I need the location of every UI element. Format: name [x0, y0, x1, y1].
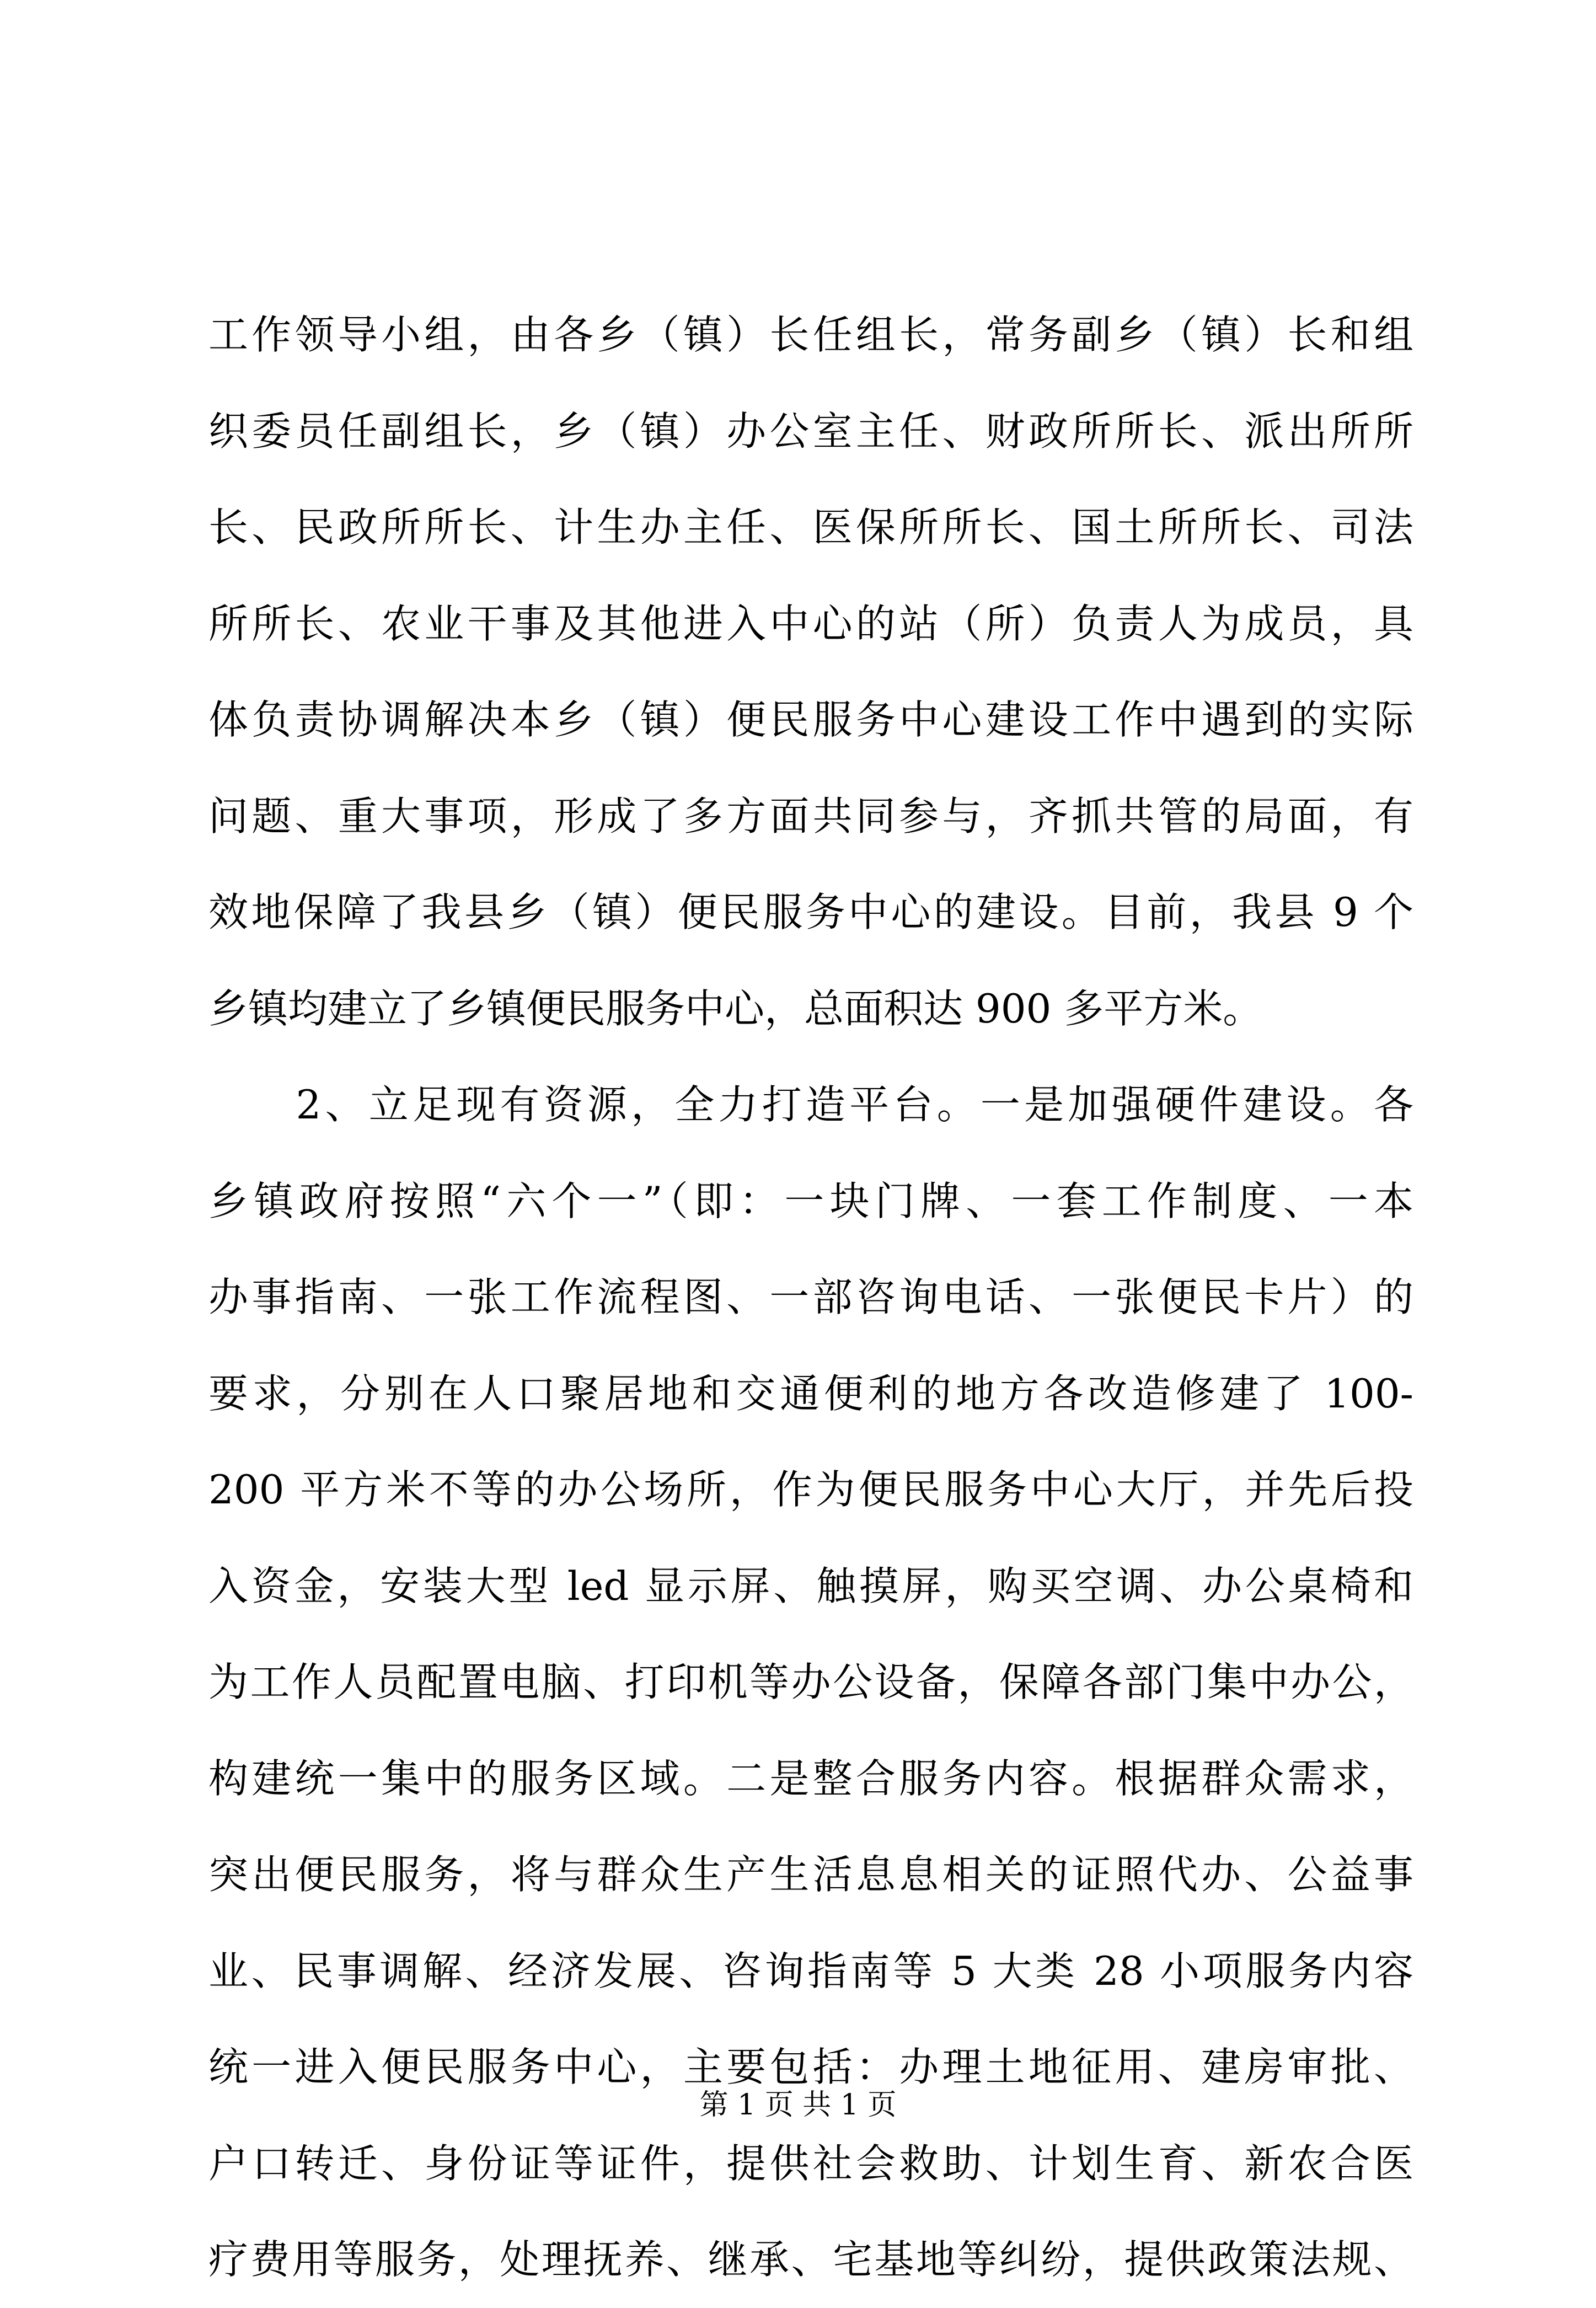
text-line: 织委员任副组长，乡（镇）办公室主任、财政所所长、派出所所 — [208, 408, 1413, 454]
page-number-label: 第 1 页 共 1 页 — [699, 2089, 897, 2122]
text-line: 户口转迁、身份证等证件，提供社会救助、计划生育、新农合医 — [208, 2140, 1413, 2187]
text-line: 体负责协调解决本乡（镇）便民服务中心建设工作中遇到的实际 — [208, 697, 1413, 743]
text-line: 2、立足现有资源，全力打造平台。一是加强硬件建设。各 — [208, 1081, 1413, 1128]
text-line: 长、民政所所长、计生办主任、医保所所长、国土所所长、司法 — [208, 504, 1413, 550]
text-line: 工作领导小组，由各乡（镇）长任组长，常务副乡（镇）长和组 — [208, 312, 1413, 358]
body-text — [208, 287, 1413, 2308]
text-line: 乡镇均建立了乡镇便民服务中心，总面积达 900 多平方米。 — [208, 985, 1263, 1032]
text-line: 乡镇政府按照“六个一”（即：一块门牌、一套工作制度、一本 — [208, 1177, 1413, 1224]
text-line: 所所长、农业干事及其他进入中心的站（所）负责人为成员，具 — [208, 600, 1413, 647]
text-line: 办事指南、一张工作流程图、一部咨询电话、一张便民卡片）的 — [208, 1274, 1413, 1320]
text-line: 要求，分别在人口聚居地和交通便利的地方各改造修建了 100- — [208, 1370, 1413, 1417]
text-line: 构建统一集中的服务区域。二是整合服务内容。根据群众需求， — [208, 1755, 1413, 1802]
text-line: 效地保障了我县乡（镇）便民服务中心的建设。目前，我县 9 个 — [208, 889, 1413, 935]
text-line: 入资金，安装大型 led 显示屏、触摸屏，购买空调、办公桌椅和 — [208, 1562, 1413, 1609]
text-line: 200 平方米不等的办公场所，作为便民服务中心大厅，并先后投 — [208, 1466, 1413, 1513]
text-line: 业、民事调解、经济发展、咨询指南等 5 大类 28 小项服务内容 — [208, 1947, 1413, 1994]
text-line: 统一进入便民服务中心，主要包括：办理土地征用、建房审批、 — [208, 2044, 1413, 2090]
text-line: 突出便民服务，将与群众生产生活息息相关的证照代办、公益事 — [208, 1851, 1413, 1898]
text-line: 疗费用等服务，处理抚养、继承、宅基地等纠纷，提供政策法规、 — [208, 2236, 1413, 2283]
text-line: 为工作人员配置电脑、打印机等办公设备，保障各部门集中办公， — [208, 1659, 1413, 1705]
text-line: 问题、重大事项，形成了多方面共同参与，齐抓共管的局面，有 — [208, 792, 1413, 839]
page-footer — [0, 2086, 1596, 2124]
